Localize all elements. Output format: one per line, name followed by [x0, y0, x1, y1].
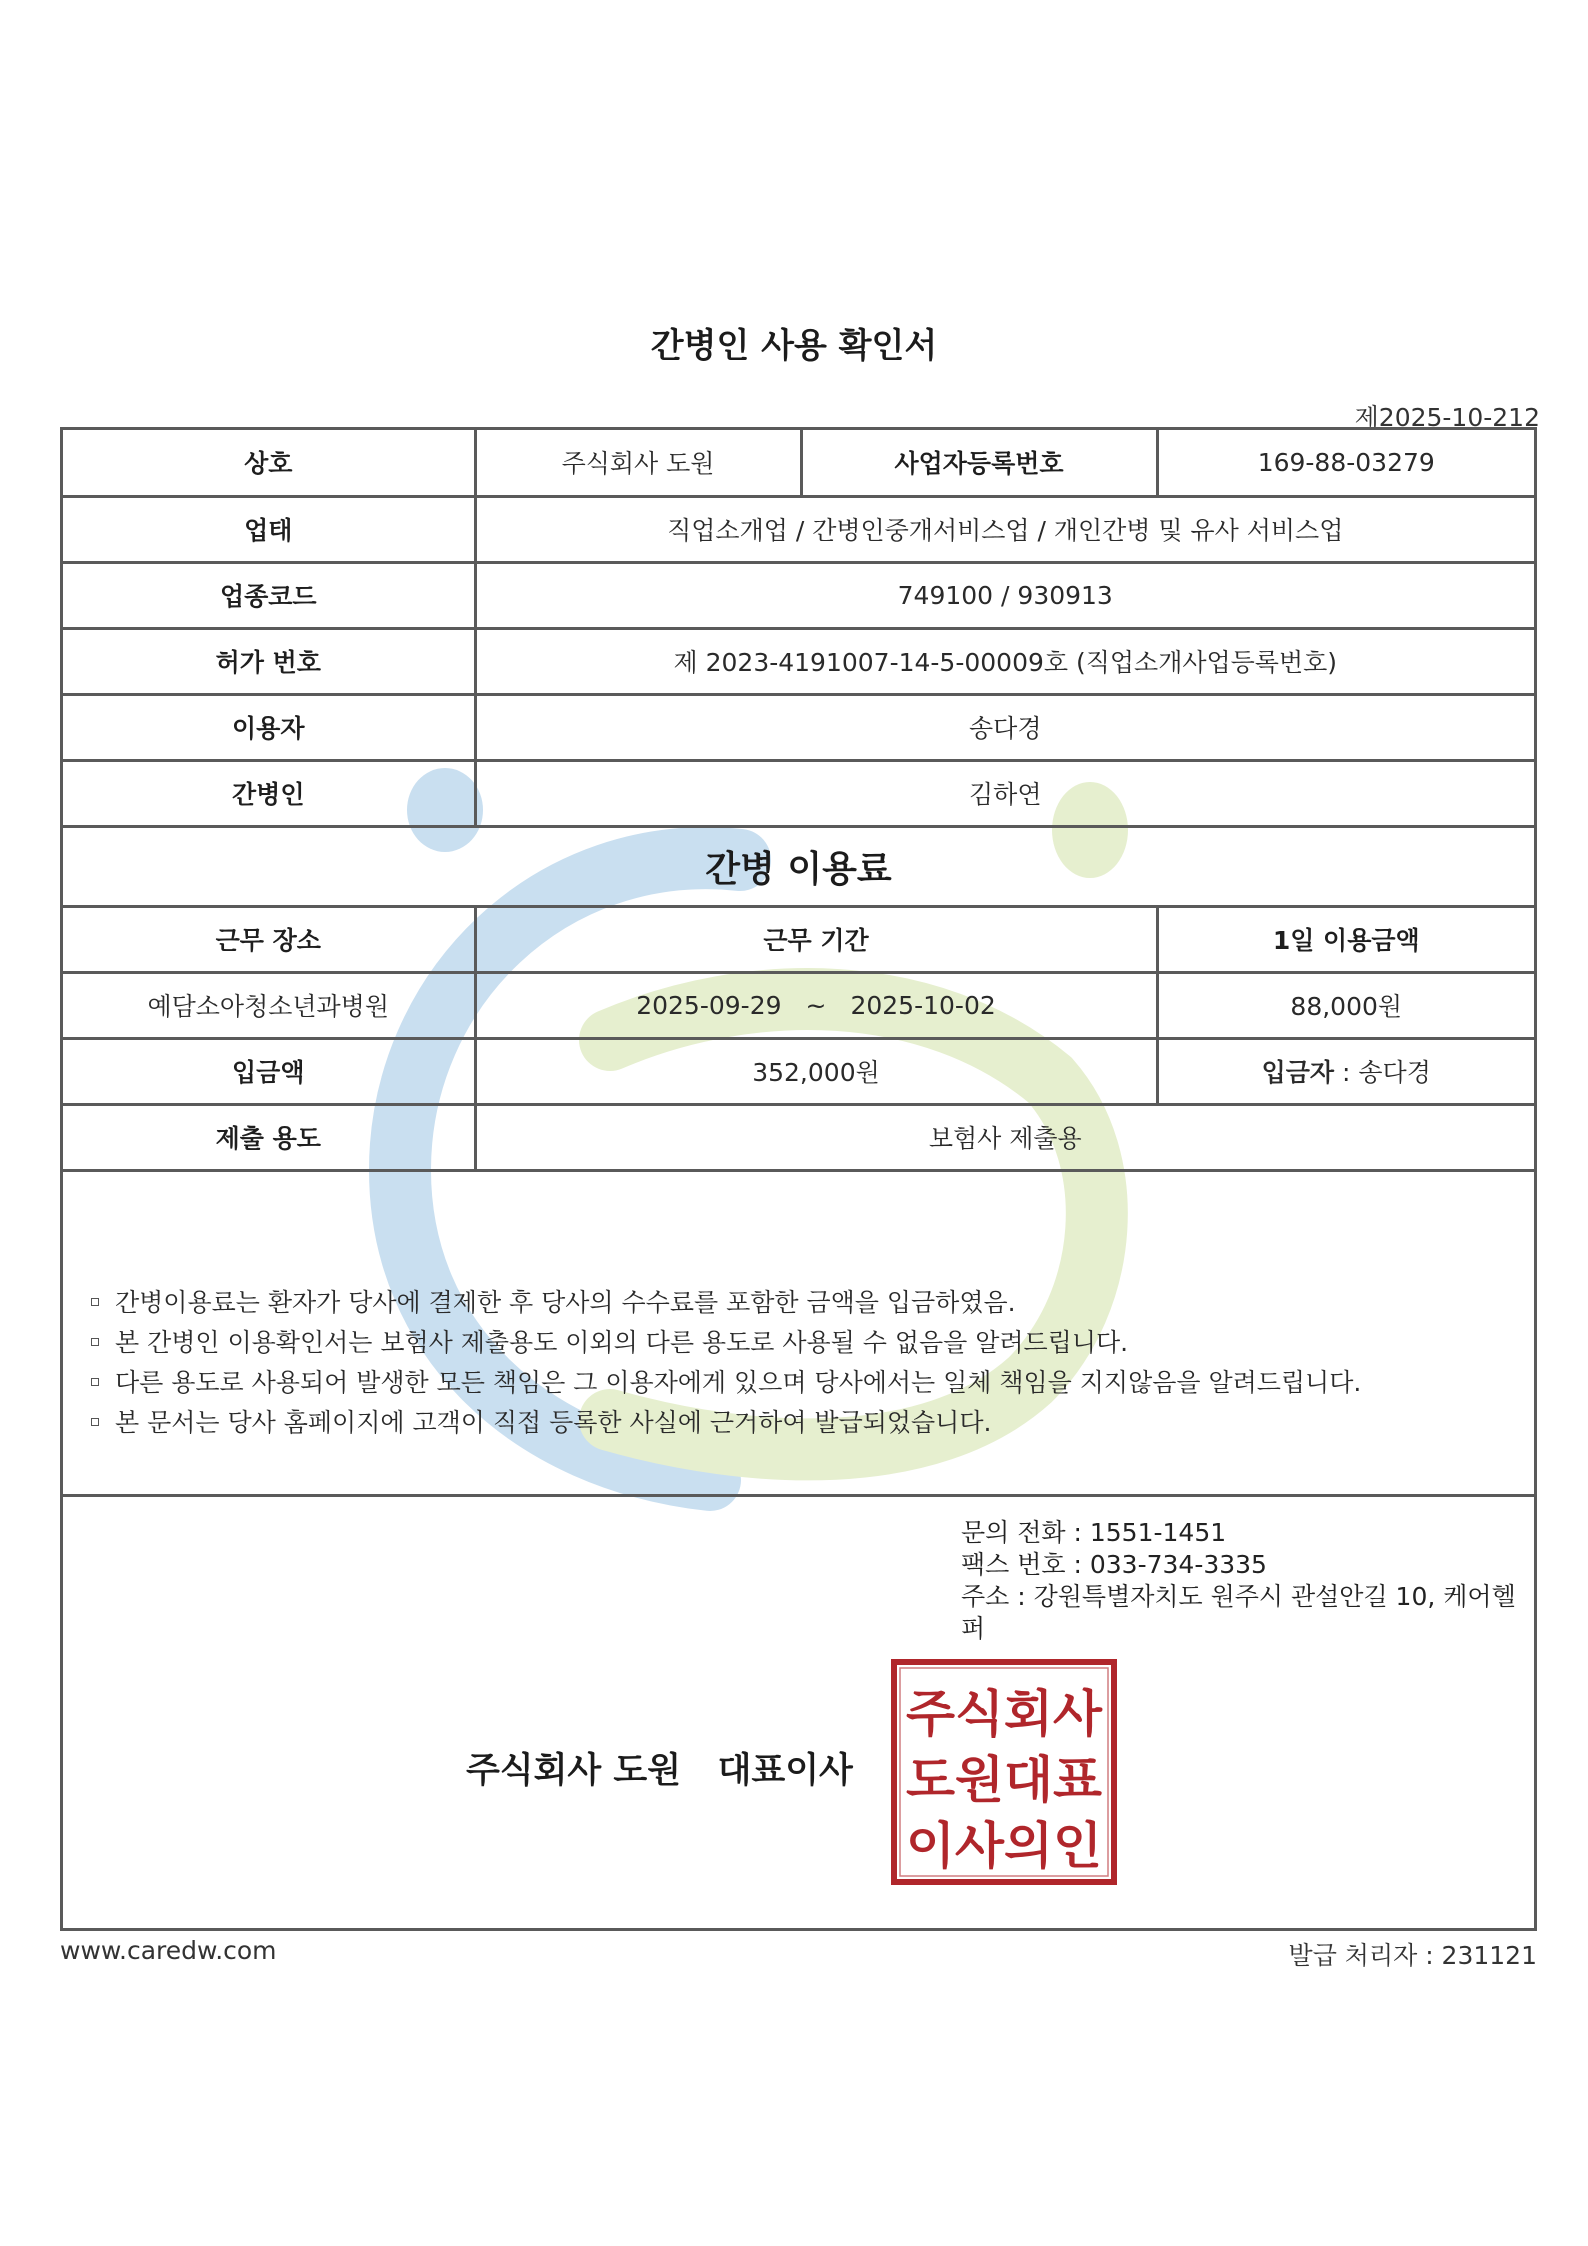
- contact-phone: 문의 전화 : 1551-1451: [961, 1518, 1227, 1547]
- row-industry-code: [63, 562, 1534, 628]
- svg-text:주식회사: 주식회사: [906, 1685, 1103, 1743]
- company-seal-stamp: [891, 1659, 1117, 1885]
- square-bullet-icon: [91, 1418, 99, 1426]
- deposit-amount-value: 352,000원: [475, 1038, 1157, 1104]
- square-bullet-icon: [91, 1378, 99, 1386]
- document-title: 간병인 사용 확인서: [650, 326, 938, 366]
- row-fee-values: [63, 972, 1534, 1038]
- row-caregiver: [63, 760, 1534, 826]
- note-item: 간병이용료는 환자가 당사에 결제한 후 당사의 수수료를 포함한 금액을 입금하였음.: [91, 1283, 1361, 1323]
- biz-reg-number-value: 169-88-03279: [1157, 430, 1534, 496]
- work-period-value: [475, 972, 1157, 1038]
- ceo-signature-line: 주식회사 도원 대표이사: [466, 1751, 853, 1791]
- row-permit: [63, 628, 1534, 694]
- business-type-value: 직업소개업 / 간병인중개서비스업 / 개인간병 및 유사 서비스업: [475, 496, 1534, 562]
- contact-address: 주소 : 강원특별자치도 원주시 관설안길 10, 케어헬퍼: [961, 1582, 1516, 1643]
- work-period-header: 근무 기간: [475, 906, 1157, 972]
- fee-section-title: 간병 이용료: [63, 826, 1534, 906]
- row-fee-headers: [63, 906, 1534, 972]
- permit-number-value: 제 2023-4191007-14-5-00009호 (직업소개사업등록번호): [475, 628, 1534, 694]
- period-separator: ~: [805, 990, 827, 1020]
- company-name-value: 주식회사 도원: [475, 430, 801, 496]
- daily-fee-value: 88,000원: [1157, 972, 1534, 1038]
- note-item: 다른 용도로 사용되어 발생한 모든 책임은 그 이용자에게 있으며 당사에서는 일체 책임을 지지않음을 알려드립니다.: [91, 1363, 1361, 1403]
- notes-section: [63, 1177, 1534, 1497]
- business-type-label: 업태: [63, 496, 475, 562]
- biz-reg-number-label: 사업자등록번호: [801, 430, 1157, 496]
- row-deposit: [63, 1038, 1534, 1104]
- issuer-id: 발급 처리자 : 231121: [1288, 1941, 1537, 1970]
- caregiver-label: 간병인: [63, 760, 475, 826]
- row-purpose: [63, 1104, 1534, 1170]
- notes-list: [91, 1283, 1361, 1443]
- row-user: [63, 694, 1534, 760]
- industry-code-label: 업종코드: [63, 562, 475, 628]
- row-fee-section: [63, 826, 1534, 906]
- period-start: 2025-09-29: [636, 990, 782, 1020]
- work-place-value: 예담소아청소년과병원: [63, 972, 475, 1038]
- user-label: 이용자: [63, 694, 475, 760]
- depositor-cell: [1157, 1038, 1534, 1104]
- period-end: 2025-10-02: [850, 990, 996, 1020]
- note-item: 본 문서는 당사 홈페이지에 고객이 직접 등록한 사실에 근거하여 발급되었습니다.: [91, 1403, 1361, 1443]
- depositor-value: 송다경: [1358, 1058, 1431, 1087]
- svg-text:이사의인: 이사의인: [906, 1817, 1102, 1875]
- note-item: 본 간병인 이용확인서는 보험사 제출용도 이외의 다른 용도로 사용될 수 없음을 알려드립니다.: [91, 1323, 1361, 1363]
- user-value: 송다경: [475, 694, 1534, 760]
- document-number: 제2025-10-212: [1354, 403, 1540, 432]
- daily-fee-header: 1일 이용금액: [1157, 906, 1534, 972]
- contact-info: [961, 1517, 1534, 1645]
- row-company: [63, 430, 1534, 496]
- purpose-value: 보험사 제출용: [475, 1104, 1534, 1170]
- caregiver-value: 김하연: [475, 760, 1534, 826]
- info-table: [63, 430, 1534, 1172]
- contact-fax: 팩스 번호 : 033-734-3335: [961, 1550, 1267, 1579]
- permit-number-label: 허가 번호: [63, 628, 475, 694]
- purpose-label: 제출 용도: [63, 1104, 475, 1170]
- row-business-type: [63, 496, 1534, 562]
- deposit-amount-label: 입금액: [63, 1038, 475, 1104]
- square-bullet-icon: [91, 1338, 99, 1346]
- svg-text:도원대표: 도원대표: [906, 1751, 1103, 1809]
- depositor-label: 입금자: [1261, 1058, 1335, 1087]
- industry-code-value: 749100 / 930913: [475, 562, 1534, 628]
- company-name-label: 상호: [63, 430, 475, 496]
- work-place-header: 근무 장소: [63, 906, 475, 972]
- certificate-frame: [60, 427, 1537, 1931]
- square-bullet-icon: [91, 1298, 99, 1306]
- depositor-separator: :: [1334, 1058, 1359, 1087]
- website-link[interactable]: www.caredw.com: [60, 1936, 277, 1965]
